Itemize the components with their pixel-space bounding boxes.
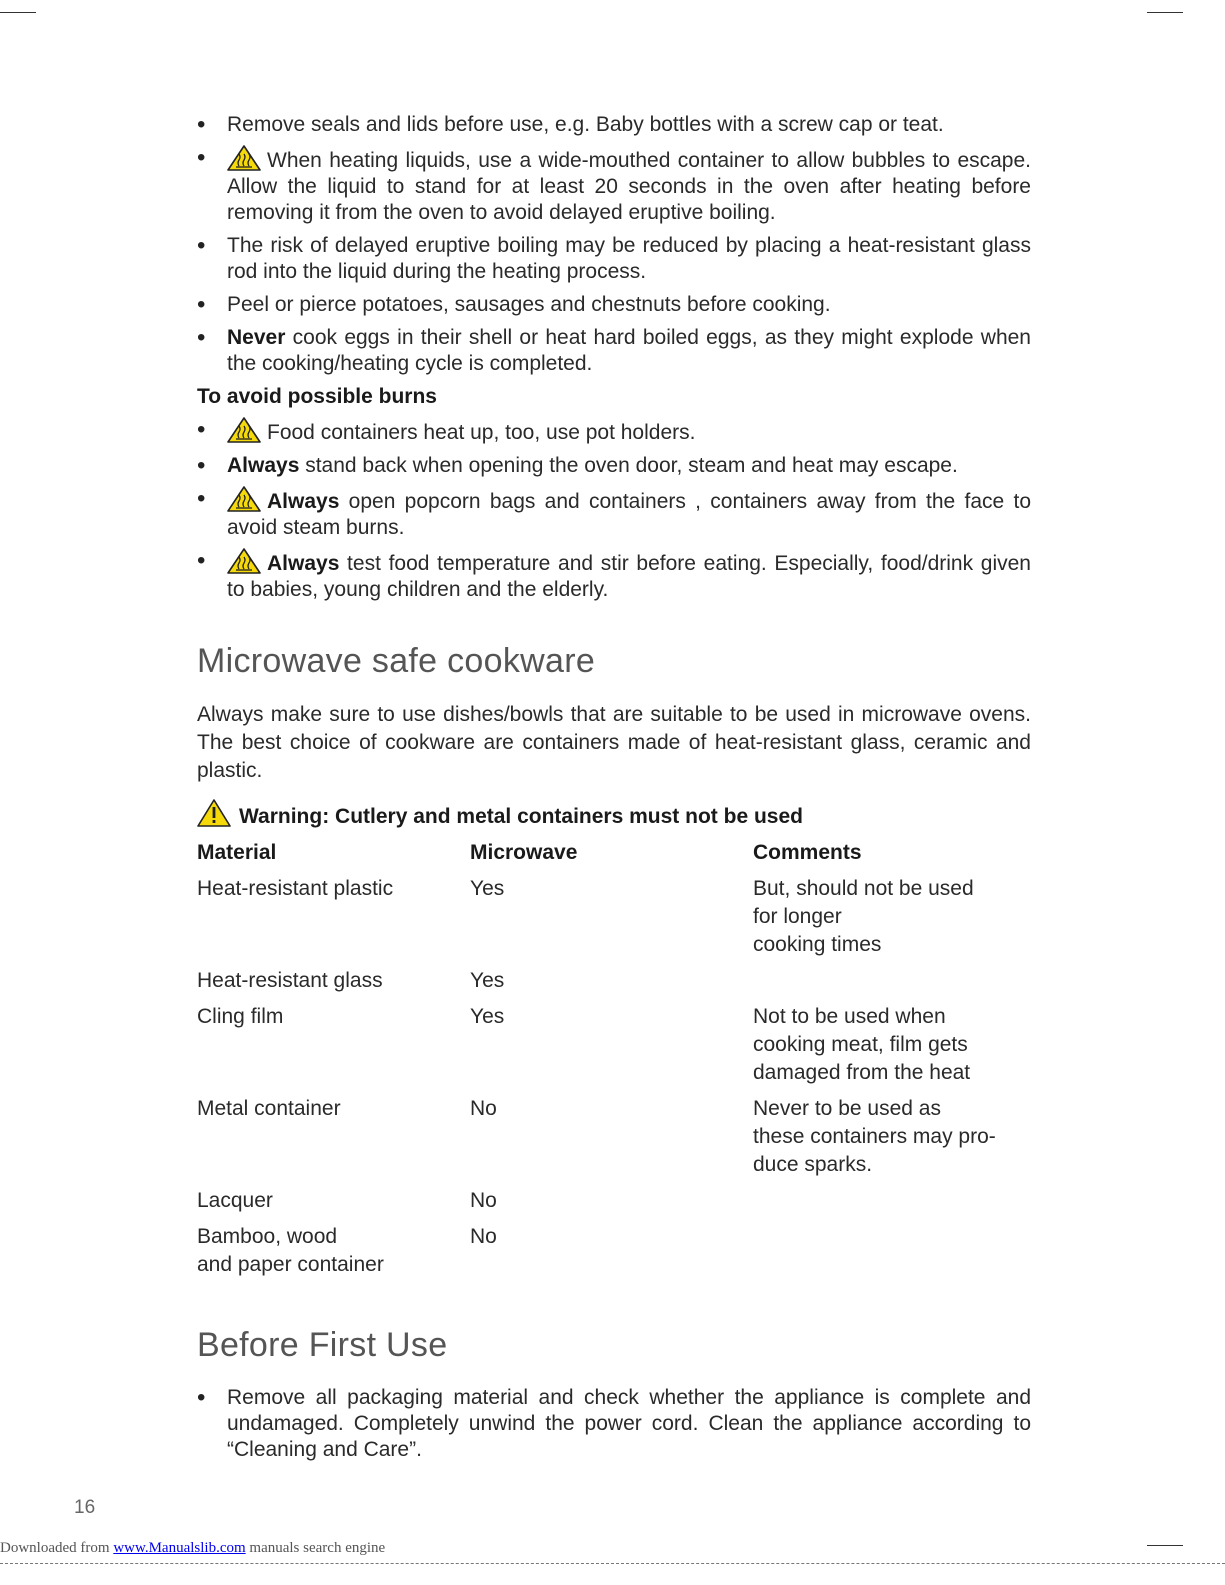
table-row <box>197 1223 1031 1287</box>
crop-mark-bottom-right <box>1147 1545 1183 1546</box>
list-item: • Always test food temperature and stir before eating. Especially, food/drink given to babies, young children and the elderly. <box>197 548 1031 603</box>
cookware-table <box>197 839 1031 1287</box>
list-item: • Always stand back when opening the oven door, steam and heat may escape. <box>197 453 1031 479</box>
microwave-cell: No <box>470 1097 497 1120</box>
table-row <box>197 1003 1031 1095</box>
burns-heading: To avoid possible burns <box>197 385 437 408</box>
list-item: • Peel or pierce potatoes, sausages and chestnuts before cooking. <box>197 292 1031 318</box>
microwave-cell: Yes <box>470 877 505 900</box>
column-header-material: Material <box>197 841 277 864</box>
list-item: • Always open popcorn bags and containers , containers away from the face to avoid steam burns. <box>197 486 1031 541</box>
material-cell: Heat-resistant glass <box>197 969 383 992</box>
microwave-cell: Yes <box>470 969 505 992</box>
hot-surface-warning-icon <box>227 548 261 574</box>
comments-cell: Never to be used as these containers may pro- duce sparks. <box>753 1097 996 1176</box>
burns-bullet-list <box>197 417 1031 603</box>
material-cell: Metal container <box>197 1097 341 1120</box>
crop-mark-top-right <box>1147 12 1183 13</box>
hot-surface-warning-icon <box>227 145 261 171</box>
material-cell: Bamboo, wood and paper container <box>197 1225 384 1276</box>
comments-cell <box>753 1187 1031 1223</box>
list-item: • When heating liquids, use a wide-mouthed container to allow bubbles to escape. Allow the liquid to stand for at least 20 seconds in the oven after heating before removing it from the oven to avoid delayed eruptive boiling. <box>197 145 1031 226</box>
cookware-section-title: Microwave safe cookware <box>197 642 596 680</box>
microwave-cell: No <box>470 1225 497 1248</box>
comments-cell: Not to be used when cooking meat, film gets damaged from the heat <box>753 1005 971 1084</box>
table-row <box>197 1095 1031 1187</box>
table-row <box>197 1187 1031 1223</box>
page-content <box>197 112 1031 1470</box>
safety-bullet-list <box>197 112 1031 377</box>
table-row <box>197 875 1031 967</box>
first-use-bullet-list <box>197 1385 1031 1463</box>
footer-divider <box>0 1563 1225 1564</box>
first-use-section-title: Before First Use <box>197 1326 448 1364</box>
list-item: • The risk of delayed eruptive boiling may be reduced by placing a heat-resistant glass rod into the liquid during the heating process. <box>197 233 1031 285</box>
hot-surface-warning-icon <box>227 417 261 443</box>
material-cell: Lacquer <box>197 1189 273 1212</box>
warning-triangle-icon <box>197 799 231 827</box>
list-item: • Remove seals and lids before use, e.g. Baby bottles with a screw cap or teat. <box>197 112 1031 138</box>
column-header-comments: Comments <box>753 841 862 864</box>
crop-mark-top-left <box>0 12 36 13</box>
comments-cell <box>753 1223 1031 1287</box>
material-cell: Heat-resistant plastic <box>197 877 394 900</box>
microwave-cell: Yes <box>470 1005 505 1028</box>
download-footer: Downloaded from www.Manualslib.com manuals search engine <box>0 1540 386 1556</box>
page-number: 16 <box>74 1497 96 1518</box>
cookware-intro: Always make sure to use dishes/bowls that are suitable to be used in microwave ovens. The best choice of cookware are containers made of heat-resistant glass, ceramic and plastic. <box>197 703 1031 782</box>
manualslib-link[interactable]: www.Manualslib.com <box>113 1540 246 1556</box>
microwave-cell: No <box>470 1189 497 1212</box>
list-item: • Food containers heat up, too, use pot holders. <box>197 417 1031 446</box>
list-item: • Remove all packaging material and check whether the appliance is complete and undamaged. Completely unwind the power cord. Clean the appliance according to “Cleaning and Care”. <box>197 1385 1031 1463</box>
cutlery-warning: Warning: Cutlery and metal containers must not be used <box>197 799 1031 831</box>
column-header-microwave: Microwave <box>470 841 578 864</box>
list-item: • Never cook eggs in their shell or heat hard boiled eggs, as they might explode when the cooking/heating cycle is completed. <box>197 325 1031 377</box>
material-cell: Cling film <box>197 1005 284 1028</box>
table-header-row <box>197 839 1031 875</box>
comments-cell: But, should not be used for longer cooking times <box>753 877 974 956</box>
comments-cell <box>753 967 1031 1003</box>
hot-surface-warning-icon <box>227 486 261 512</box>
table-row <box>197 967 1031 1003</box>
